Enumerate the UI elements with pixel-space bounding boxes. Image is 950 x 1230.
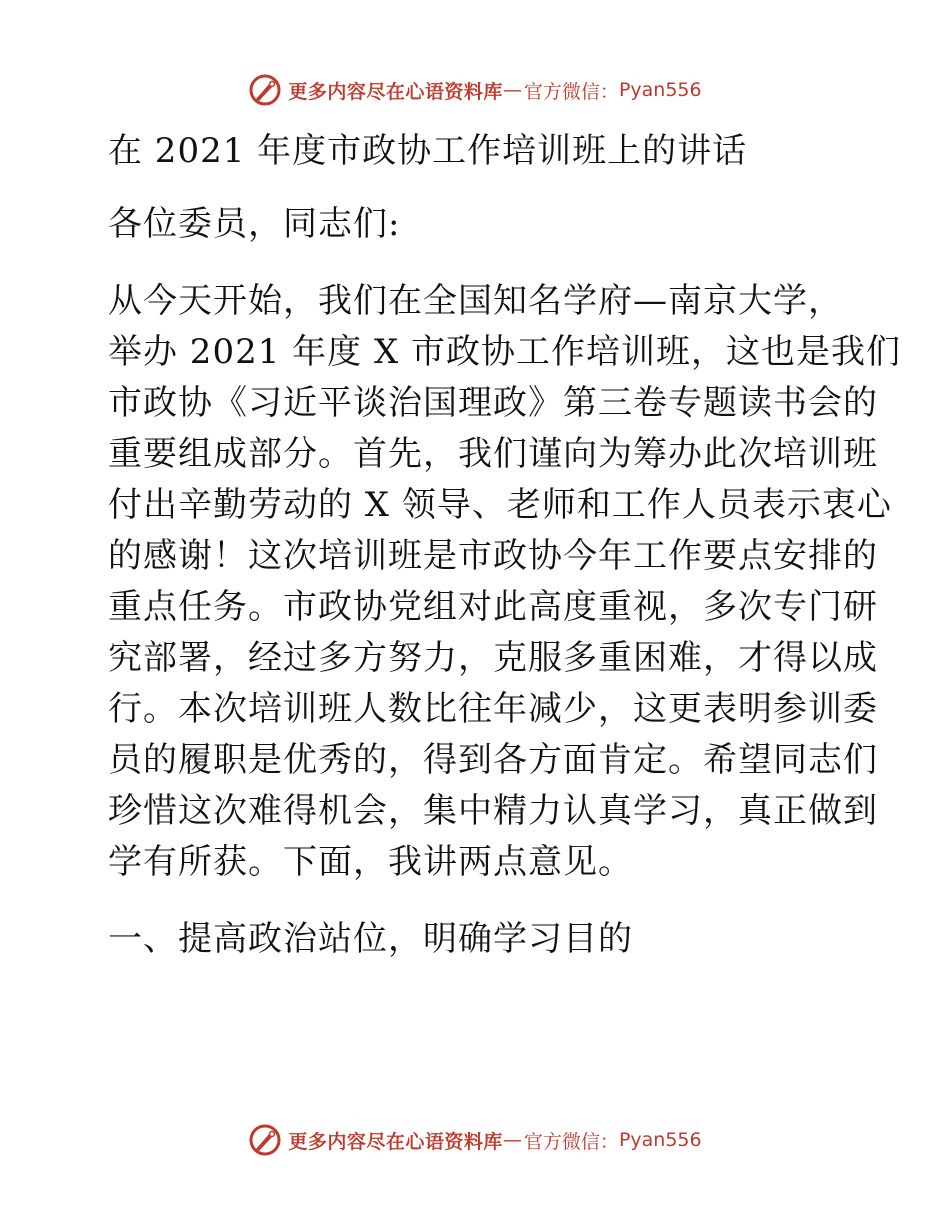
paragraph-line: 市政协《习近平谈治国理政》第三卷专题读书会的 [108, 383, 878, 423]
watermark-wechat-id: Pyan556 [618, 79, 702, 101]
watermark-header [0, 70, 950, 110]
paragraph-line: 究部署，经过多方努力，克服多重困难，才得以成 [108, 638, 878, 678]
watermark-wechat-label: 官方微信： [523, 80, 619, 103]
paragraph-line: 从今天开始，我们在全国知名学府—南京大学， [108, 281, 843, 321]
paragraph-line: 员的履职是优秀的，得到各方面肯定。希望同志们 [108, 740, 878, 780]
pen-circle-icon [248, 73, 282, 107]
watermark-separator: — [502, 79, 522, 101]
paragraph-line: 付出辛勤劳动的 X 领导、老师和工作人员表示衷心 [108, 485, 892, 525]
document-title: 在 2021 年度市政协工作培训班上的讲话 [108, 131, 748, 171]
document-body [98, 120, 901, 965]
watermark-main-text: 更多内容尽在心语资料库 [288, 1130, 503, 1153]
pen-circle-icon [248, 1123, 282, 1157]
paragraph-line: 学有所获。下面，我讲两点意见。 [108, 842, 633, 882]
watermark-separator: — [502, 1129, 522, 1151]
paragraph-line: 珍惜这次难得机会，集中精力认真学习，真正做到 [108, 791, 878, 831]
paragraph-line: 行。本次培训班人数比往年减少，这更表明参训委 [108, 689, 878, 729]
greeting: 各位委员，同志们: [108, 204, 401, 244]
section-heading: 一、提高政治站位，明确学习目的 [108, 919, 633, 959]
paragraph-line: 举办 2021 年度 X 市政协工作培训班，这也是我们 [108, 332, 901, 372]
paragraph-line: 重点任务。市政协党组对此高度重视，多次专门研 [108, 587, 878, 627]
paragraph-line: 的感谢！这次培训班是市政协今年工作要点安排的 [108, 536, 878, 576]
watermark-footer [0, 1120, 950, 1160]
watermark-wechat-label: 官方微信： [523, 1130, 619, 1153]
paragraph-line: 重要组成部分。首先，我们谨向为筹办此次培训班 [108, 434, 878, 474]
watermark-wechat-id: Pyan556 [618, 1129, 702, 1151]
watermark-main-text: 更多内容尽在心语资料库 [288, 80, 503, 103]
paragraph [98, 276, 901, 888]
